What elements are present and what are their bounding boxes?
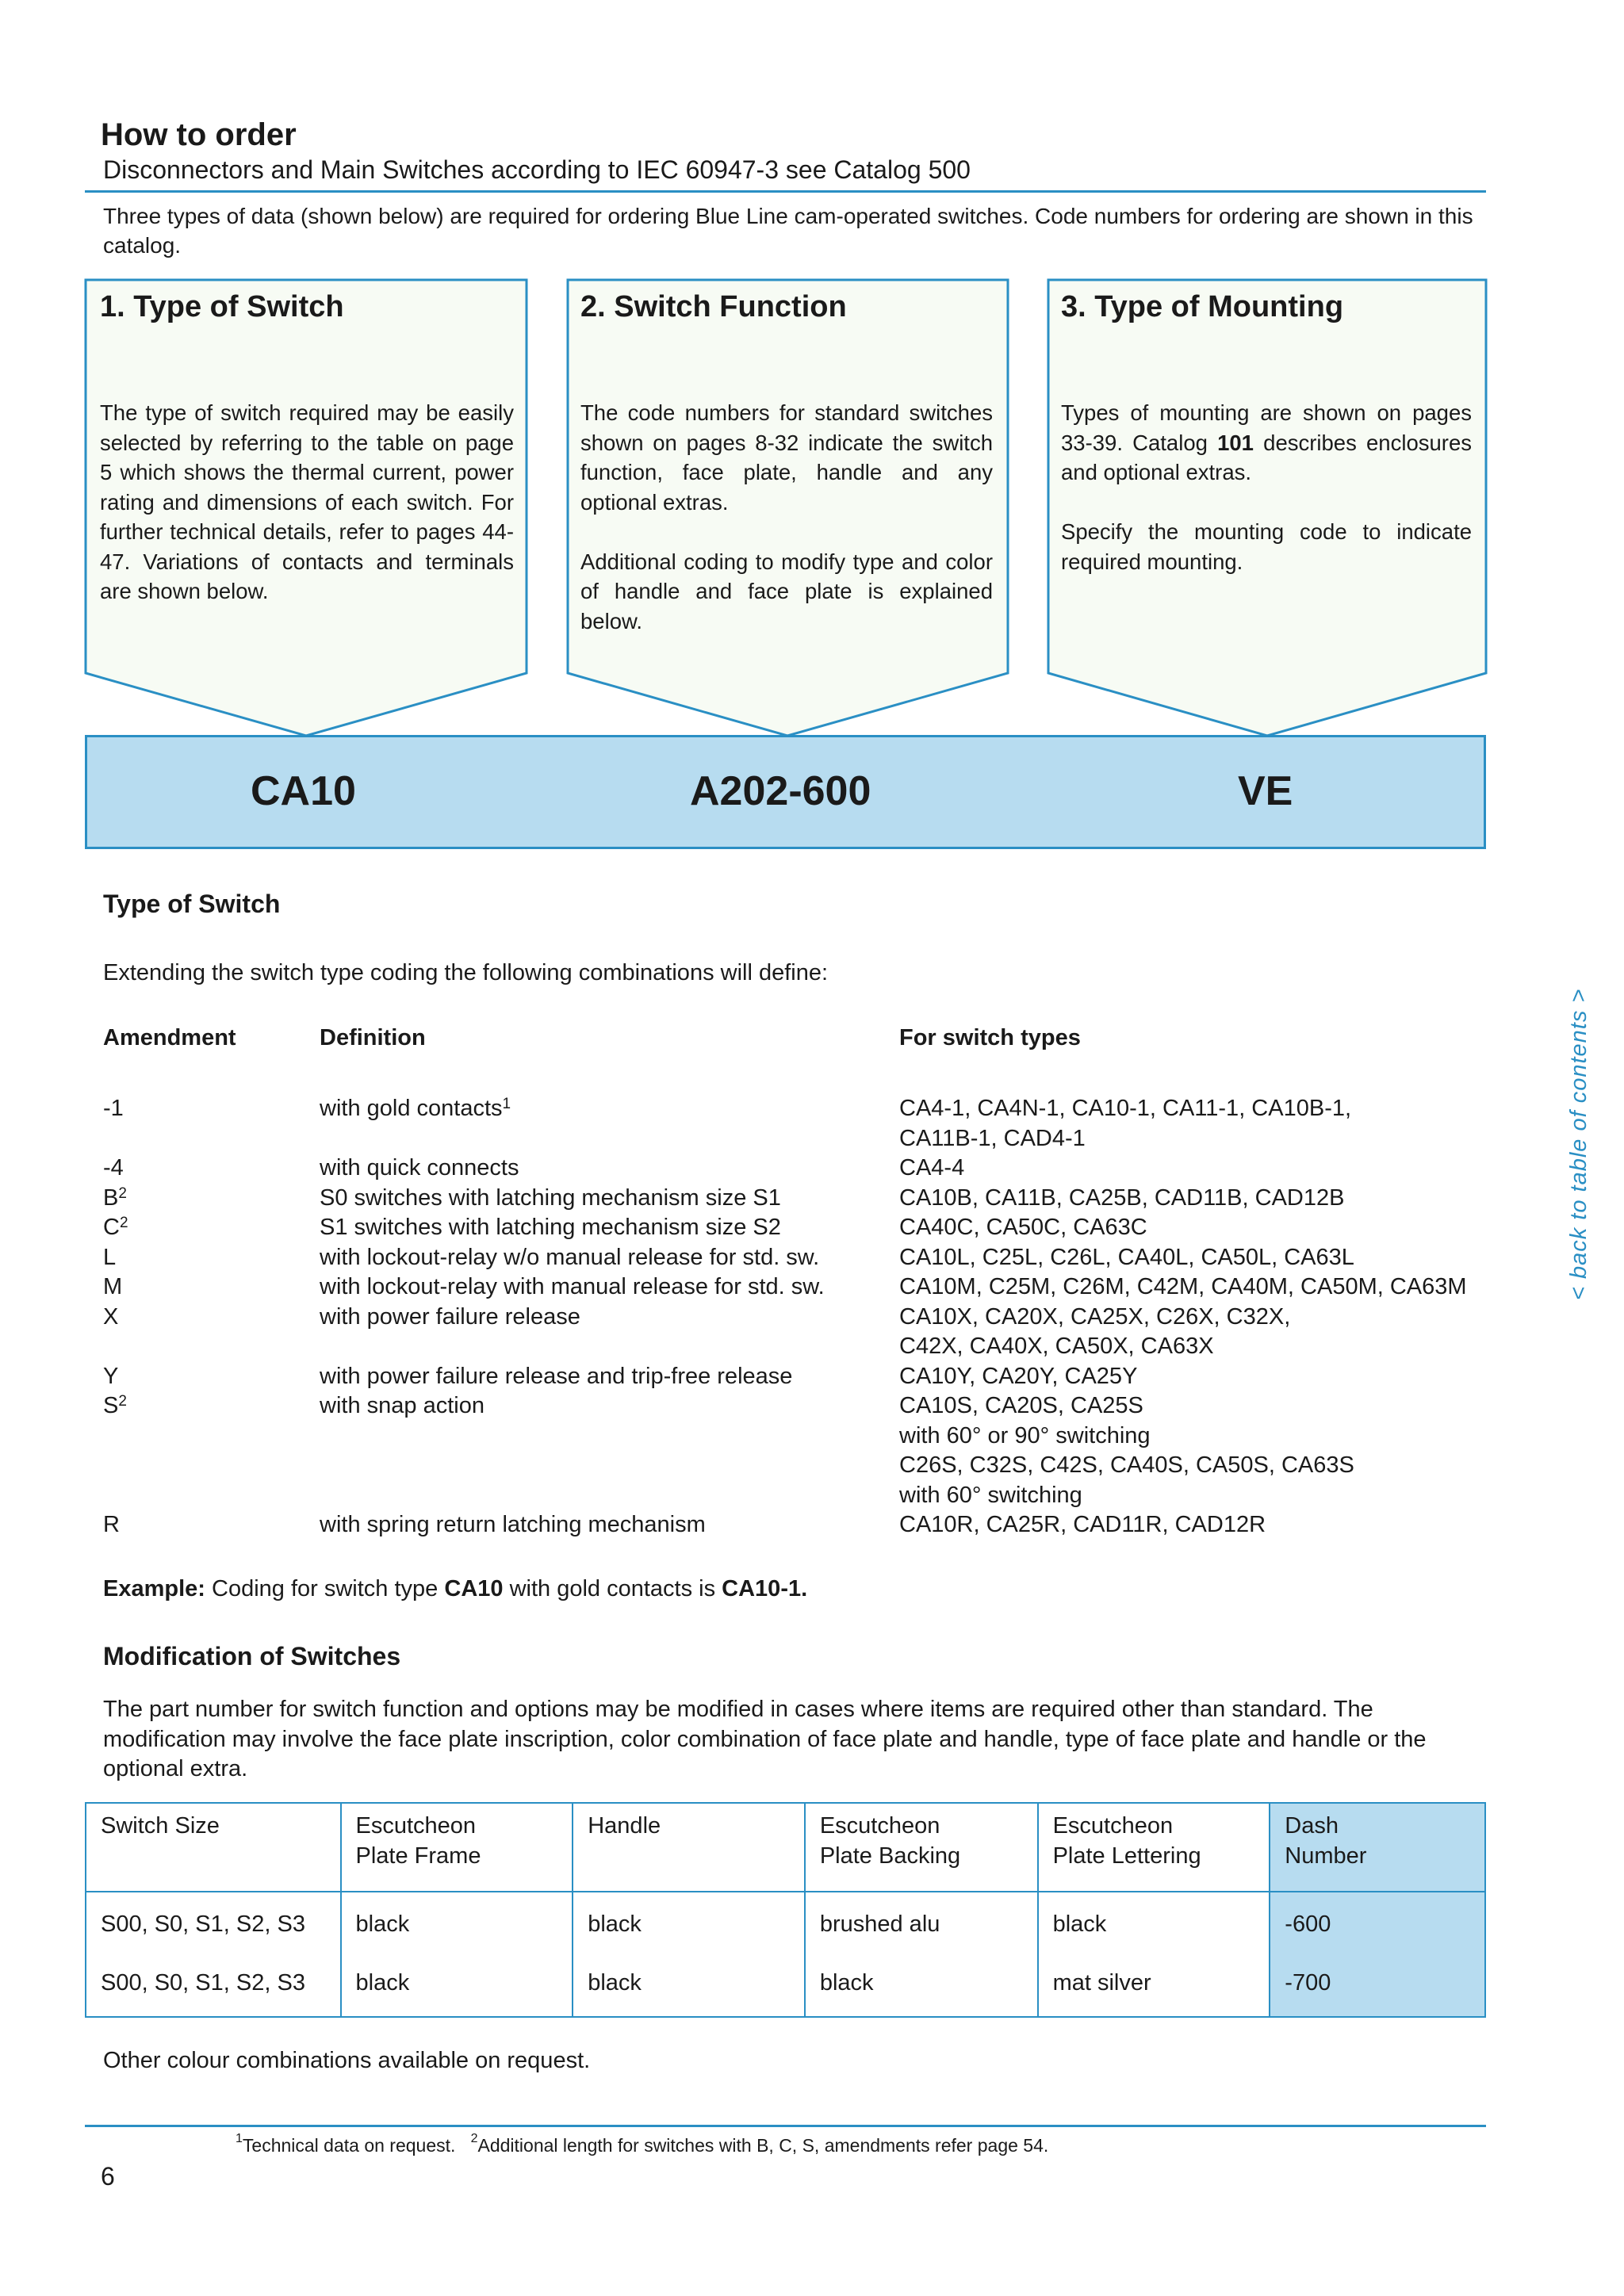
amendment-code-text: S [103, 1393, 119, 1418]
footnote-marker: 2 [118, 1184, 127, 1202]
amendment-definition-text: with power failure release [320, 1303, 580, 1330]
footnote-text: Additional length for switches with B, C, S, amendments refer page 54. [477, 2135, 1049, 2156]
amendment-code [103, 1154, 309, 1184]
header-line: Plate Backing [819, 1843, 961, 1869]
table-row [86, 1892, 1485, 1951]
column-header-definition: Definition [320, 1025, 426, 1050]
table-cell: mat silver [1038, 1951, 1270, 2017]
example-result: CA10-1. [722, 1576, 808, 1601]
amendment-definition [320, 1362, 891, 1392]
header-line: Switch Size [101, 1813, 220, 1839]
switch-types-line: C26S, C32S, C42S, CA40S, CA50S, CA63S [899, 1452, 1354, 1478]
header-line: Escutcheon [819, 1813, 940, 1839]
table-header-cell [805, 1803, 1038, 1892]
table-header-cell [341, 1803, 573, 1892]
header-line: Number [1285, 1843, 1367, 1869]
intro-text: Three types of data (shown below) are required for ordering Blue Line cam-operated switches. Code numbers for ordering are shown in this catalog. [103, 204, 1473, 258]
example-code: CA10 [444, 1576, 504, 1601]
table-header-cell [1270, 1803, 1485, 1892]
amendment-code-text: L [103, 1244, 117, 1270]
amendment-definition-text: with gold contacts [320, 1096, 503, 1121]
back-to-contents-label: < back to table of contents > [1566, 988, 1591, 1300]
table-cell: black [573, 1892, 805, 1951]
page-subtitle: Disconnectors and Main Switches according to IEC 60947-3 see Catalog 500 [103, 155, 971, 184]
box-paragraph: Specify the mounting code to indicate required mounting. [1061, 519, 1472, 574]
footnotes [236, 2132, 1049, 2156]
amendment-code [103, 1510, 309, 1540]
column-header-switch-types: For switch types [899, 1025, 1081, 1050]
amendment-definition-text: with lockout-relay with manual release for std. sw. [320, 1274, 825, 1299]
example-text: with gold contacts is [503, 1576, 722, 1601]
amendment-definition-text: with snap action [320, 1393, 485, 1418]
amendment-definition [320, 1184, 891, 1214]
section-heading-modification: Modification of Switches [103, 1642, 401, 1670]
header-line: Escutcheon [355, 1813, 477, 1839]
footnote-marker: 2 [470, 2132, 478, 2145]
table-header-cell [86, 1803, 341, 1892]
colour-note: Other colour combinations available on request. [103, 2048, 591, 2073]
modification-text: The part number for switch function and options may be modified in cases where items are required other than standard. The modification may involve the face plate inscription, color combination of face plate and handle, type of face plate and handle or the optional extra. [103, 1697, 1427, 1781]
table-cell: S00, S0, S1, S2, S3 [86, 1951, 341, 2017]
page-title: How to order [101, 117, 297, 152]
amendment-code-text: Y [103, 1363, 119, 1389]
mounting-text-b: describes enclosures and optional extras. [1061, 430, 1472, 484]
table-cell: black [805, 1951, 1038, 2017]
amendment-code [103, 1362, 309, 1392]
switch-types-line: CA10Y, CA20Y, CA25Y [899, 1363, 1138, 1389]
amendment-definition [320, 1272, 891, 1303]
order-steps-diagram [0, 0, 1624, 761]
table-header-row [86, 1803, 1485, 1892]
table-cell: black [1038, 1892, 1270, 1951]
header-line: Handle [588, 1813, 661, 1839]
code-switch-function: A202-600 [690, 768, 871, 814]
amendment-code [103, 1272, 309, 1303]
table-cell: -700 [1270, 1951, 1485, 2017]
box-paragraph: The type of switch required may be easily selected by referring to the table on page 5 which shows the thermal current, power rating and dimensions of each switch. For further technical details, refer to pages 44-47. Variations of contacts and terminals are shown below. [100, 400, 514, 603]
amendment-definition-text: with lockout-relay w/o manual release for std. sw. [320, 1244, 820, 1270]
switch-types-line: CA4-4 [899, 1155, 965, 1181]
switch-types-line: CA4-1, CA4N-1, CA10-1, CA11-1, CA10B-1, [899, 1096, 1352, 1121]
switch-types-line: CA11B-1, CAD4-1 [899, 1125, 1086, 1151]
column-header-amendment: Amendment [103, 1025, 236, 1050]
table-cell: S00, S0, S1, S2, S3 [86, 1892, 341, 1951]
box-text-switch-function [580, 398, 993, 636]
example-label: Example: [103, 1576, 205, 1601]
switch-types-line: CA10B, CA11B, CA25B, CAD11B, CAD12B [899, 1184, 1345, 1211]
switch-types-line: with 60° or 90° switching [899, 1422, 1151, 1448]
footnote-marker: 1 [236, 2132, 243, 2145]
amendment-definition-text: S1 switches with latching mechanism size S2 [320, 1215, 781, 1240]
amendment-definition-text: with power failure release and trip-free release [320, 1363, 793, 1389]
amendment-definition-text: with quick connects [320, 1155, 519, 1181]
amendment-code [103, 1243, 309, 1273]
amendment-code [103, 1184, 309, 1214]
footnote-marker: 2 [118, 1393, 127, 1410]
table-row [86, 1951, 1485, 2017]
box-title-switch-function: 2. Switch Function [580, 290, 847, 323]
table-cell: black [341, 1951, 573, 2017]
box-paragraph [1061, 398, 1472, 488]
amendment-code [103, 1094, 309, 1124]
footnote-text: Technical data on request. [242, 2135, 456, 2156]
header-line: Escutcheon [1052, 1813, 1174, 1839]
table-cell: -600 [1270, 1892, 1485, 1951]
code-switch-type: CA10 [251, 768, 356, 814]
amendment-code-text: -1 [103, 1096, 124, 1121]
amendment-code-text: C [103, 1215, 120, 1240]
footer-rule [85, 2125, 1486, 2127]
amendment-code-text: R [103, 1512, 120, 1537]
amendment-code [103, 1303, 309, 1333]
switch-types-line: CA10S, CA20S, CA25S [899, 1393, 1143, 1418]
table-cell: black [341, 1892, 573, 1951]
header-line: Plate Frame [355, 1843, 481, 1869]
switch-types-line: CA10L, C25L, C26L, CA40L, CA50L, CA63L [899, 1244, 1354, 1270]
section-heading-type-of-switch: Type of Switch [103, 890, 281, 918]
amendment-code-text: -4 [103, 1155, 124, 1181]
switch-types-line: CA10M, C25M, C26M, C42M, CA40M, CA50M, CA63M [899, 1274, 1467, 1299]
page-number: 6 [101, 2162, 115, 2191]
table-header-cell [1038, 1803, 1270, 1892]
amendment-code-text: B [103, 1184, 119, 1211]
table-cell: brushed alu [805, 1892, 1038, 1951]
switch-types-line: CA10X, CA20X, CA25X, C26X, C32X, [899, 1303, 1291, 1330]
footnote-marker: 1 [502, 1096, 511, 1112]
box-paragraph: Additional coding to modify type and color of handle and face plate is explained below. [580, 549, 993, 633]
amendment-definition-text: with spring return latching mechanism [320, 1512, 706, 1537]
example-line [103, 1575, 807, 1605]
table-header-cell [573, 1803, 805, 1892]
amendment-definition-text: S0 switches with latching mechanism size S1 [320, 1184, 781, 1211]
box-text-type-of-mounting [1061, 398, 1472, 576]
amendment-definition [320, 1391, 891, 1422]
switch-types-line: with 60° switching [899, 1482, 1082, 1508]
amendment-definition [320, 1094, 891, 1124]
amendment-code [103, 1213, 309, 1243]
amendment-code [103, 1391, 309, 1422]
amendment-definition [320, 1510, 891, 1540]
header-line: Dash [1285, 1813, 1339, 1839]
amendment-definition [320, 1303, 891, 1333]
amendment-code-text: M [103, 1274, 123, 1299]
back-to-contents-link[interactable] [1542, 951, 1590, 1300]
code-mounting: VE [1238, 768, 1293, 814]
switch-types-line: CA10R, CA25R, CAD11R, CAD12R [899, 1512, 1266, 1537]
amendment-definition [320, 1213, 891, 1243]
amendment-definition [320, 1243, 891, 1273]
box-title-type-of-switch: 1. Type of Switch [100, 290, 344, 323]
amendment-code-text: X [103, 1303, 119, 1330]
box-paragraph: The code numbers for standard switches shown on pages 8-32 indicate the switch function, face plate, handle and any optional extras. [580, 400, 993, 515]
catalog-number: 101 [1217, 430, 1254, 455]
switch-types-line: C42X, CA40X, CA50X, CA63X [899, 1334, 1214, 1359]
table-cell: black [573, 1951, 805, 2017]
switch-types-line: CA40C, CA50C, CA63C [899, 1215, 1147, 1240]
footnote-marker: 2 [119, 1215, 128, 1231]
box-title-type-of-mounting: 3. Type of Mounting [1061, 290, 1344, 323]
mounting-text-a: Types of mounting are shown on pages 33-39. Catalog [1061, 400, 1472, 455]
box-text-type-of-switch [100, 398, 514, 607]
modification-table [85, 1802, 1486, 2018]
type-of-switch-lead: Extending the switch type coding the following combinations will define: [103, 960, 829, 985]
example-text: Coding for switch type [205, 1576, 445, 1601]
header-line: Plate Lettering [1052, 1843, 1201, 1869]
amendment-definition [320, 1154, 891, 1184]
